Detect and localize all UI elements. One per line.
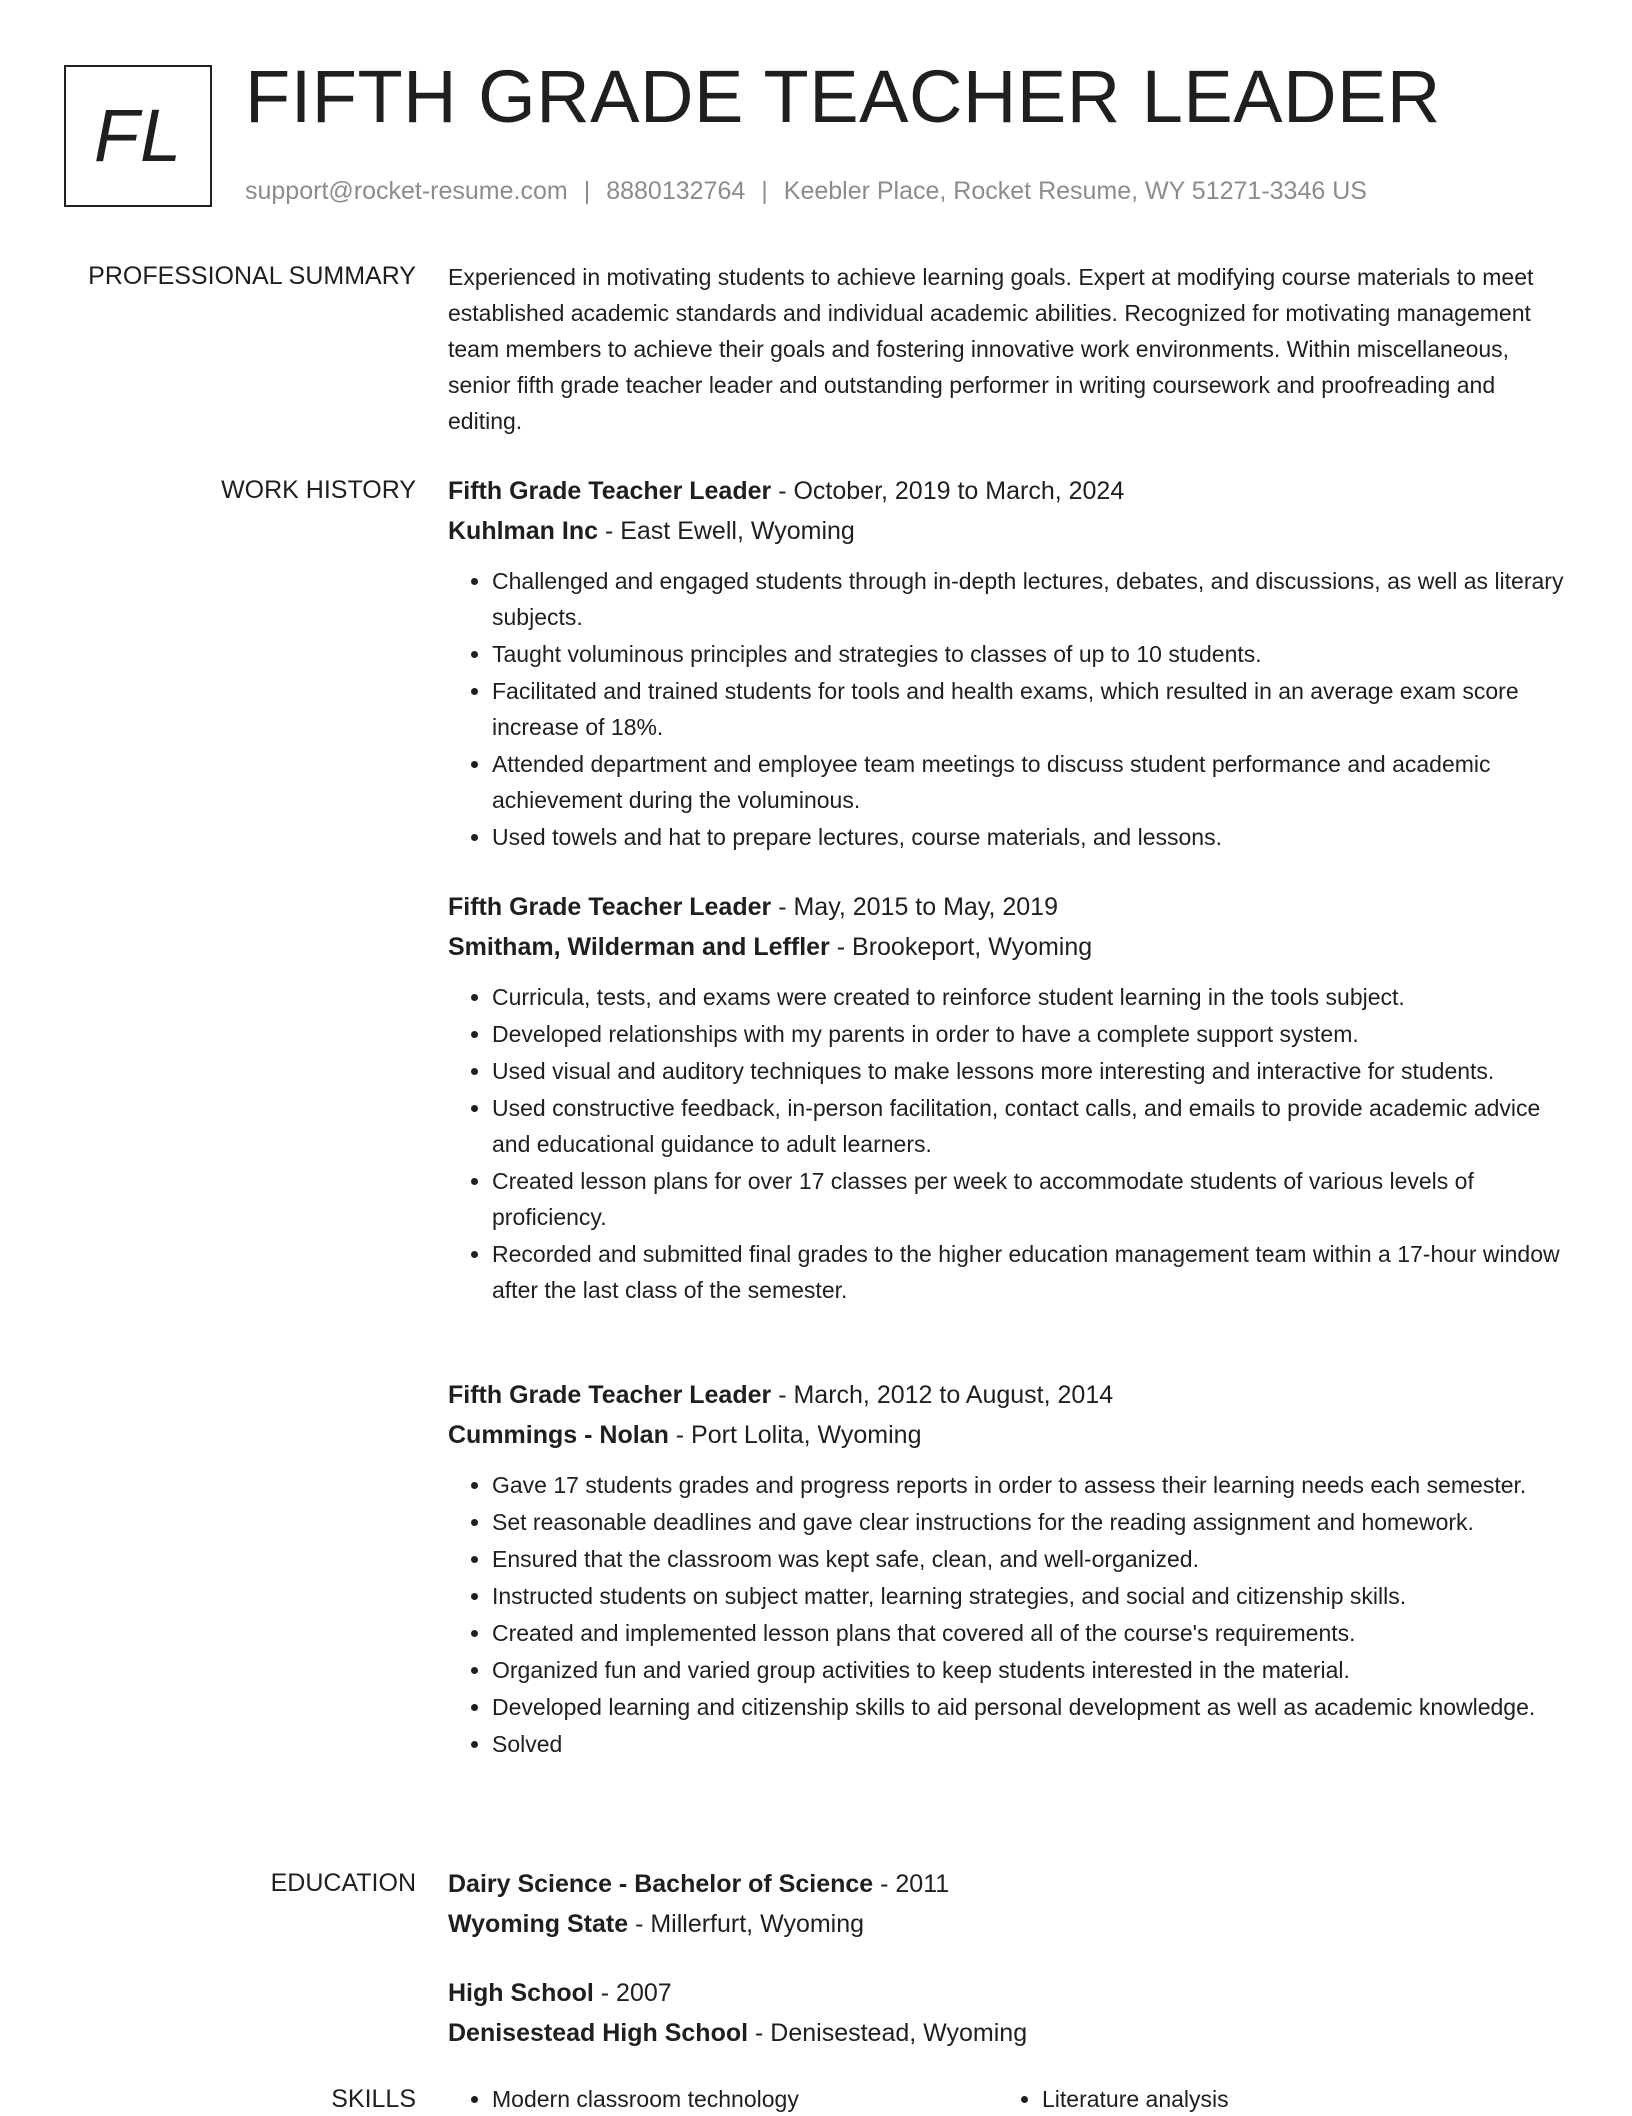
section-label-skills: SKILLS	[331, 2085, 416, 2113]
list-item: • Used towels and hat to prepare lectures, course materials, and lessons.	[492, 819, 1568, 855]
contact-email: support@rocket-resume.com	[245, 177, 568, 205]
job-dates: - May, 2015 to May, 2019	[771, 893, 1058, 921]
section-label-education: EDUCATION	[270, 1869, 416, 1897]
job-bullets	[448, 1467, 1568, 1762]
list-item: • Set reasonable deadlines and gave clear instructions for the reading assignment and homework.	[492, 1504, 1568, 1540]
job-location: - Port Lolita, Wyoming	[668, 1421, 922, 1449]
list-item: • Instructed students on subject matter, learning strategies, and social and citizenship skills.	[492, 1578, 1568, 1614]
monogram-initials: FL	[93, 94, 183, 177]
list-item: • Curricula, tests, and exams were created to reinforce student learning in the tools subject.	[492, 979, 1568, 1015]
list-item: • Developed learning and citizenship skills to aid personal development as well as academic knowledge.	[492, 1689, 1568, 1725]
resume-name: FIFTH GRADE TEACHER LEADER	[245, 55, 1441, 138]
job-company-line	[448, 929, 1568, 965]
list-item: • Facilitated and trained students for tools and health exams, which resulted in an average exam score increase of 18%.	[492, 673, 1568, 745]
skills-grid	[448, 2082, 1568, 2116]
education-school-line	[448, 1906, 1568, 1942]
list-item: • Organized fun and varied group activities to keep students interested in the material.	[492, 1652, 1568, 1688]
job-location: - East Ewell, Wyoming	[598, 517, 855, 545]
list-item: • Taught voluminous principles and strategies to classes of up to 10 students.	[492, 636, 1568, 672]
job-dates: - March, 2012 to August, 2014	[771, 1381, 1114, 1409]
education-school: Wyoming State	[448, 1910, 629, 1938]
job-company-line	[448, 1417, 1568, 1453]
job-title-line	[448, 473, 1568, 509]
job-company-line	[448, 513, 1568, 549]
job-company: Cummings - Nolan	[448, 1421, 669, 1449]
education-year: - 2007	[593, 1979, 672, 2007]
summary-text: Experienced in motivating students to achieve learning goals. Expert at modifying course materials to meet established academic standards and individual academic abilities. Recognized for motivating management team members to achieve their goals and fostering innovative work environments. Within miscellaneous, senior fifth grade teacher leader and outstanding performer in writing coursework and proofreading and editing.	[448, 264, 1534, 434]
skills-list-left	[448, 2082, 998, 2116]
contact-phone: 8880132764	[606, 177, 746, 205]
list-item: • Literature analysis	[1042, 2082, 1548, 2116]
contact-separator: |	[583, 177, 591, 205]
education-location: - Millerfurt, Wyoming	[628, 1910, 865, 1938]
job-title-line	[448, 889, 1568, 925]
list-item: • Attended department and employee team meetings to discuss student performance and academic achievement during the voluminous.	[492, 746, 1568, 818]
education-year: - 2011	[873, 1870, 950, 1898]
skills-list-right	[998, 2082, 1548, 2116]
job-title: Fifth Grade Teacher Leader	[448, 893, 772, 921]
contact-address: Keebler Place, Rocket Resume, WY 51271-3346 US	[783, 177, 1367, 205]
job-title: Fifth Grade Teacher Leader	[448, 1381, 772, 1409]
education-degree-line	[448, 1975, 1568, 2011]
education-school-line	[448, 2015, 1568, 2051]
contact-separator: |	[761, 177, 768, 205]
list-item: • Challenged and engaged students through in-depth lectures, debates, and discussions, as well as literary subjects.	[492, 563, 1568, 635]
list-item: • Created and implemented lesson plans that covered all of the course's requirements.	[492, 1615, 1568, 1651]
section-label-work-history: WORK HISTORY	[221, 476, 416, 504]
section-label-summary: PROFESSIONAL SUMMARY	[88, 262, 416, 290]
list-item: • Created lesson plans for over 17 classes per week to accommodate students of various levels of proficiency.	[492, 1163, 1568, 1235]
list-item: • Used constructive feedback, in-person facilitation, contact calls, and emails to provide academic advice and educational guidance to adult learners.	[492, 1090, 1568, 1162]
education-location: - Denisestead, Wyoming	[748, 2019, 1028, 2047]
list-item: • Solved	[492, 1726, 1568, 1762]
list-item: • Gave 17 students grades and progress reports in order to assess their learning needs each semester.	[492, 1467, 1568, 1503]
list-item: • Recorded and submitted final grades to the higher education management team within a 17-hour window after the last class of the semester.	[492, 1236, 1568, 1308]
list-item: • Used visual and auditory techniques to make lessons more interesting and interactive for students.	[492, 1053, 1568, 1089]
job-bullets	[448, 563, 1568, 855]
job-dates: - October, 2019 to March, 2024	[771, 477, 1125, 505]
job-bullets	[448, 979, 1568, 1308]
job-title: Fifth Grade Teacher Leader	[448, 477, 772, 505]
job-title-line	[448, 1377, 1568, 1413]
education-degree: High School	[448, 1979, 594, 2007]
list-item: • Developed relationships with my parents in order to have a complete support system.	[492, 1016, 1568, 1052]
list-item: • Modern classroom technology	[492, 2082, 998, 2116]
list-item: • Ensured that the classroom was kept safe, clean, and well-organized.	[492, 1541, 1568, 1577]
education-degree-line	[448, 1866, 1568, 1902]
job-company: Kuhlman Inc	[448, 517, 599, 545]
education-school: Denisestead High School	[448, 2019, 749, 2047]
contact-line	[245, 176, 1367, 206]
job-location: - Brookeport, Wyoming	[829, 933, 1093, 961]
job-company: Smitham, Wilderman and Leffler	[448, 933, 830, 961]
monogram-box	[64, 65, 212, 207]
education-degree: Dairy Science - Bachelor of Science	[448, 1870, 874, 1898]
